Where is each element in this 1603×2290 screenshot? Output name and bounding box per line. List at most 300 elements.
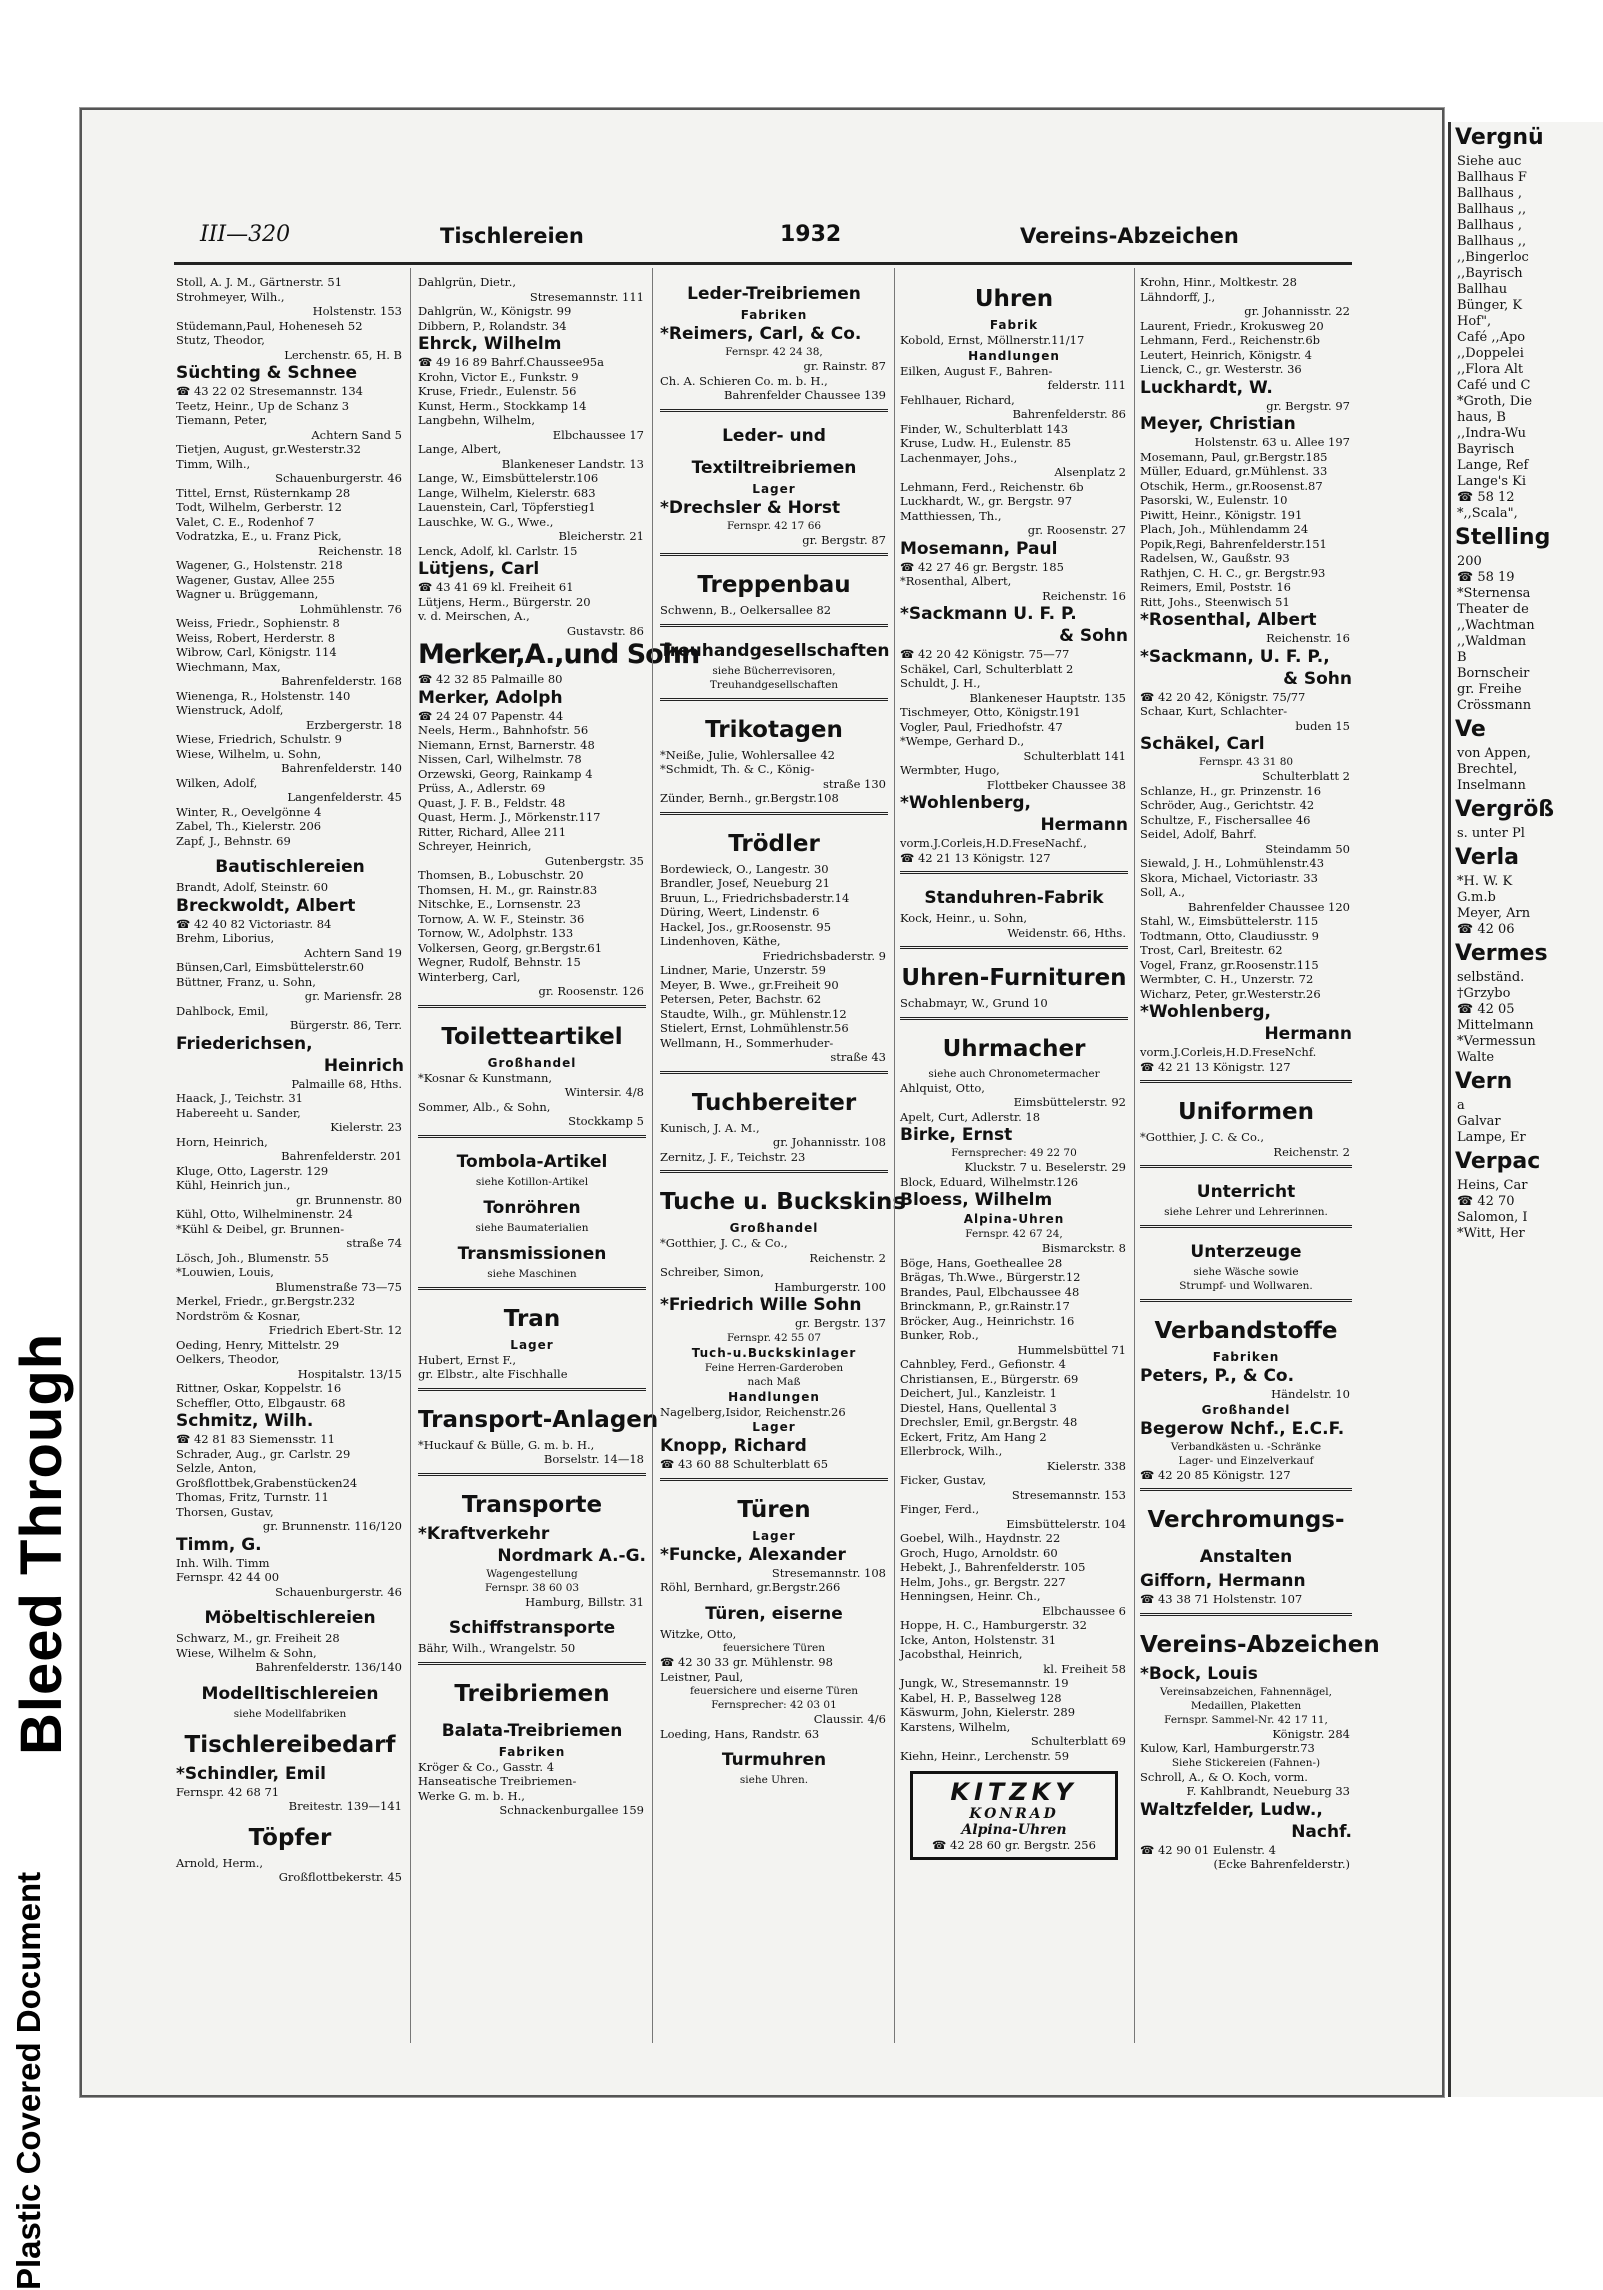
listing-line: Stutz, Theodor, xyxy=(176,333,265,347)
listing-line: Hamburgerstr. 100 xyxy=(774,1279,886,1294)
next-page-line: ,,Indra-Wu xyxy=(1457,426,1526,441)
listing-line: Zabel, Th., Kielerstr. 206 xyxy=(176,819,322,833)
listing-line: gr. Bergstr. 87 xyxy=(802,532,886,547)
section-left-title: Tischlereien xyxy=(440,224,584,248)
listing-line: Reichenstr. 2 xyxy=(1273,1144,1350,1159)
listing-line: Böge, Hans, Goetheallee 28 xyxy=(900,1255,1063,1270)
listing-line: Kulow, Karl, Hamburgerstr.73 xyxy=(1140,1741,1315,1755)
advert-k2: KONRAD xyxy=(969,1806,1059,1822)
listing-line: Kruse, Ludw. H., Eulenstr. 85 xyxy=(900,436,1072,450)
next-page-line: ☎ 58 19 xyxy=(1457,570,1515,585)
category-heading: Leder-Treibriemen xyxy=(687,284,861,304)
column-divider xyxy=(410,268,411,2043)
section-divider xyxy=(1140,1299,1352,1307)
category-heading: Möbeltischlereien xyxy=(204,1608,376,1628)
column-3 xyxy=(660,275,907,2035)
listing-line: Hoppe, H. C., Hamburgerstr. 32 xyxy=(900,1618,1087,1632)
listing-line: Weidenstr. 66, Hths. xyxy=(1007,925,1126,940)
listing-line: Leistner, Paul, xyxy=(660,1669,744,1684)
next-page-line: 200 xyxy=(1457,554,1482,569)
year-label: 1932 xyxy=(780,222,842,247)
next-page-line: Siehe auc xyxy=(1457,154,1522,169)
bleed-through-label: Bleed Through xyxy=(9,1332,74,1755)
category-heading: Tischlereibedarf xyxy=(184,1731,396,1758)
next-page-line: Ballhaus ,, xyxy=(1457,202,1527,217)
listing-line: Händelstr. 10 xyxy=(1271,1387,1350,1401)
listing-line: Vogel, Franz, gr.Roosenstr.115 xyxy=(1140,957,1319,972)
next-page-heading: Verla xyxy=(1455,845,1519,870)
listing-line: Lindner, Marie, Unzerstr. 59 xyxy=(660,963,826,977)
listing-line: Wiese, Friedrich, Schulstr. 9 xyxy=(176,732,342,746)
category-heading: Türen, eiserne xyxy=(705,1603,843,1624)
listing-line: Diestel, Hans, Quellental 3 xyxy=(900,1400,1057,1415)
listing-line: F. Kahlbrandt, Neueburg 33 xyxy=(1186,1784,1350,1798)
next-page-line: gr. Freihe xyxy=(1457,682,1522,697)
next-page-line: Brechtel, xyxy=(1457,762,1518,777)
listing-line: straße 130 xyxy=(823,776,886,791)
listing-line: Brandt, Adolf, Steinstr. 60 xyxy=(176,880,329,894)
section-divider xyxy=(660,1478,888,1486)
listing-line: Nordström & Kosnar, xyxy=(176,1308,301,1323)
listing-line: Wibrow, Carl, Königstr. 114 xyxy=(176,645,337,659)
next-page-line: Café ,,Apo xyxy=(1457,330,1526,345)
section-divider xyxy=(900,871,1128,879)
listing-line: Bähr, Wilh., Wrangelstr. 50 xyxy=(418,1641,576,1655)
listing-note: nach Maß xyxy=(747,1375,801,1388)
listing-line: Schauenburgerstr. 46 xyxy=(275,1584,402,1599)
next-page-line: ,,Doppelei xyxy=(1457,346,1524,361)
listing-line: ☎ 43 60 88 Schulterblatt 65 xyxy=(660,1457,829,1471)
listing-line: Wienenga, R., Holstenstr. 140 xyxy=(176,688,351,703)
section-divider xyxy=(418,1005,646,1013)
advert-k3: Alpina-Uhren xyxy=(961,1822,1067,1838)
listing-line: Gustavstr. 86 xyxy=(566,623,644,638)
listing-line: Bahrenfelderstr. 136/140 xyxy=(255,1660,402,1674)
listing-line: Kiehn, Heinr., Lerchenstr. 59 xyxy=(900,1748,1070,1763)
section-divider xyxy=(1140,1613,1352,1621)
next-page-line: selbständ. xyxy=(1457,970,1525,985)
listing-line: gr. Bergstr. 137 xyxy=(794,1316,886,1330)
listing-line: Trost, Carl, Breitestr. 62 xyxy=(1140,943,1283,957)
next-page-line: Heins, Car xyxy=(1457,1178,1528,1193)
category-heading: Treibriemen xyxy=(454,1680,610,1707)
business-name: *Sackmann U. F. P. xyxy=(900,604,1077,624)
listing-line: Prüss, A., Adlerstr. 69 xyxy=(418,781,546,795)
listing-line: Lauenstein, Carl, Töpferstieg1 xyxy=(418,500,596,514)
category-heading: Uhrmacher xyxy=(942,1035,1086,1062)
listing-line: Eckert, Fritz, Am Hang 2 xyxy=(900,1429,1047,1444)
next-page-line: *H. W. K xyxy=(1457,874,1513,889)
listing-line: gr. Roosenstr. 126 xyxy=(538,984,644,998)
column-divider xyxy=(1134,268,1135,2043)
listing-line: Bahrenfelder Chaussee 139 xyxy=(724,388,886,402)
listing-line: Friedrich Ebert-Str. 12 xyxy=(268,1323,402,1337)
business-name: *Kraftverkehr xyxy=(418,1523,550,1544)
next-page-line: *,,Scala", xyxy=(1457,506,1518,521)
category-heading: Verbandstoffe xyxy=(1154,1318,1338,1344)
listing-line: Ficker, Gustav, xyxy=(900,1473,987,1487)
listing-line: Drechsler, Emil, gr.Bergstr. 48 xyxy=(900,1415,1078,1429)
listing-note: siehe Modellfabriken xyxy=(233,1707,347,1720)
listing-line: Schaar, Kurt, Schlachter- xyxy=(1140,704,1288,718)
listing-line: Bahrenfelderstr. 140 xyxy=(281,761,402,775)
listing-line: Lange, Albert, xyxy=(418,442,502,456)
listing-line: Hummelsbüttel 71 xyxy=(1017,1342,1126,1357)
listing-line: Block, Eduard, Wilhelmstr.126 xyxy=(900,1174,1079,1189)
section-divider xyxy=(1140,1165,1352,1173)
listing-line: Meyer, B. Wwe., gr.Freiheit 90 xyxy=(660,977,839,992)
listing-line: Volkersen, Georg, gr.Bergstr.61 xyxy=(418,940,603,955)
listing-line: Dibbern, P., Rolandstr. 34 xyxy=(418,318,567,333)
section-divider xyxy=(660,812,888,820)
next-page-heading: Stelling xyxy=(1455,525,1551,550)
next-page-line: ☎ 42 05 xyxy=(1457,1002,1515,1017)
category-heading: Modelltischlereien xyxy=(201,1683,379,1704)
section-divider xyxy=(660,624,888,632)
section-divider xyxy=(1140,1080,1352,1088)
listing-line: Inh. Wilh. Timm xyxy=(176,1555,270,1570)
subheading: Lager xyxy=(752,481,796,496)
listing-line: Strohmeyer, Wilh., xyxy=(176,289,285,304)
listing-line: ☎ 42 32 85 Palmaille 80 xyxy=(418,672,563,686)
listing-line: Schulterblatt 69 xyxy=(1030,1734,1126,1748)
business-name: Mosemann, Paul xyxy=(900,538,1058,559)
next-page-heading: Vern xyxy=(1455,1069,1513,1094)
listing-line: Brägas, Th.Wwe., Bürgerstr.12 xyxy=(900,1270,1081,1284)
listing-line: Kobold, Ernst, Möllnerstr.11/17 xyxy=(900,333,1085,347)
listing-line: *Gotthier, J. C., & Co., xyxy=(660,1236,788,1250)
listing-line: Langenfelderstr. 45 xyxy=(287,790,402,804)
listing-line: Fernspr. 42 68 71 xyxy=(176,1784,280,1799)
column-1 xyxy=(176,275,404,2035)
listing-line: Ahlquist, Otto, xyxy=(900,1080,985,1095)
listing-line: ☎ 42 40 82 Victoriastr. 84 xyxy=(176,916,332,931)
listing-line: Schroll, A., & O. Koch, vorm. xyxy=(1140,1769,1308,1784)
listing-line: *Rosenthal, Albert, xyxy=(900,574,1012,588)
listing-note: Fernspr. 42 24 38, xyxy=(725,346,823,358)
next-page-line: *Witt, Her xyxy=(1457,1226,1525,1241)
listing-line: Gutenbergstr. 35 xyxy=(544,853,644,868)
listing-line: Quast, Herm. J., Mörkenstr.117 xyxy=(418,810,601,824)
listing-line: Kluge, Otto, Lagerstr. 129 xyxy=(176,1163,329,1178)
next-page-line: ,,Bayrisch xyxy=(1457,266,1523,281)
listing-line: Stresemannstr. 153 xyxy=(1011,1487,1126,1502)
category-heading: Türen xyxy=(737,1496,811,1523)
category-heading: Vereins-Abzeichen xyxy=(1140,1631,1380,1658)
next-page-line: Ballhau xyxy=(1457,282,1508,297)
next-page-heading: Ve xyxy=(1455,717,1486,742)
listing-line: Elbchaussee 17 xyxy=(552,427,644,442)
listing-line: Bünsen,Carl, Eimsbüttelerstr.60 xyxy=(176,960,364,974)
listing-note: siehe Uhren. xyxy=(739,1774,809,1786)
listing-line: gr. Bergstr. 97 xyxy=(1266,398,1350,413)
listing-line: Wellmann, H., Sommerhuder- xyxy=(660,1035,834,1050)
listing-line: Schabmayr, W., Grund 10 xyxy=(900,996,1048,1010)
section-divider xyxy=(660,1170,888,1178)
listing-line: Kielerstr. 338 xyxy=(1046,1458,1126,1473)
listing-note: Wagengestellung xyxy=(486,1567,578,1580)
listing-line: Stahl, W., Eimsbüttelerstr. 115 xyxy=(1140,914,1319,928)
listing-line: Wermbter, Hugo, xyxy=(900,763,1000,777)
listing-line: Winter, R., Oevelgönne 4 xyxy=(176,804,322,819)
business-name: Ehrck, Wilhelm xyxy=(418,334,562,354)
column-divider xyxy=(894,268,895,2043)
listing-line: Brandler, Josef, Neueburg 21 xyxy=(660,876,830,890)
listing-line: Schuldt, J. H., xyxy=(900,676,981,690)
listing-line: Jungk, W., Stresemannstr. 19 xyxy=(900,1676,1069,1690)
business-name: Breckwoldt, Albert xyxy=(176,895,356,916)
listing-line: Schreyer, Heinrich, xyxy=(418,839,532,853)
listing-line: Wiese, Wilhelm & Sohn, xyxy=(176,1645,317,1660)
listing-line: Schulterblatt 2 xyxy=(1262,769,1350,783)
listing-line: Selzle, Anton, xyxy=(176,1461,257,1475)
business-name: Süchting & Schnee xyxy=(176,363,357,383)
business-name: *Reimers, Carl, & Co. xyxy=(660,324,862,344)
listing-line: Finder, W., Schulterblatt 143 xyxy=(900,421,1069,436)
listing-line: ☎ 24 24 07 Papenstr. 44 xyxy=(418,708,564,723)
listing-line: Großflottbek,Grabenstücken24 xyxy=(176,1475,358,1490)
listing-line: Todtmann, Otto, Claudiusstr. 9 xyxy=(1140,928,1319,943)
listing-line: Stielert, Ernst, Lohmühlenstr.56 xyxy=(660,1021,849,1035)
listing-line: Hamburg, Billstr. 31 xyxy=(525,1594,644,1609)
next-page-line: Mittelmann xyxy=(1457,1018,1534,1033)
business-name: Luckhardt, W. xyxy=(1140,377,1273,398)
listing-line: Wagener, Gustav, Allee 255 xyxy=(176,572,335,587)
listing-line: Radelsen, W., Gaußstr. 93 xyxy=(1140,551,1290,565)
listing-line: Groch, Hugo, Arnoldstr. 60 xyxy=(900,1545,1058,1560)
category-heading: Töpfer xyxy=(248,1824,332,1851)
listing-note: siehe Maschinen xyxy=(487,1267,577,1280)
section-right-title: Vereins-Abzeichen xyxy=(1020,224,1239,248)
listing-line: Teetz, Heinr., Up de Schanz 3 xyxy=(176,398,350,413)
listing-line: Henningsen, Heinr. Ch., xyxy=(900,1589,1041,1603)
listing-line: Lehmann, Ferd., Reichenstr. 6b xyxy=(900,479,1084,494)
page-header xyxy=(120,222,1350,256)
listing-line: Wegner, Rudolf, Behnstr. 15 xyxy=(418,955,581,969)
listing-line: Breitestr. 139—141 xyxy=(288,1799,402,1813)
listing-line: Lienck, C., gr. Westerstr. 36 xyxy=(1140,362,1302,376)
listing-line: Cahnbley, Ferd., Gefionstr. 4 xyxy=(900,1357,1066,1371)
listing-line: Todt, Wilhelm, Gerberstr. 12 xyxy=(176,500,342,514)
listing-line: Leutert, Heinrich, Königstr. 4 xyxy=(1140,347,1312,362)
listing-note: Treuhandgesellschaften xyxy=(709,678,839,691)
section-divider xyxy=(418,1662,646,1670)
plastic-covered-label: Plastic Covered Document xyxy=(10,1871,47,2290)
next-page-line: ,,Wachtman xyxy=(1457,618,1535,633)
category-heading: Leder- und xyxy=(722,425,826,446)
listing-line: Nitschke, E., Lornsenstr. 23 xyxy=(418,897,581,911)
listing-line: Lachenmayer, Johs., xyxy=(900,450,1018,465)
listing-line: Blankeneser Hauptstr. 135 xyxy=(969,690,1126,705)
next-page-line: ☎ 42 06 xyxy=(1457,922,1515,937)
business-name: & Sohn xyxy=(1283,668,1352,689)
listing-line: Bürgerstr. 86, Terr. xyxy=(289,1018,402,1032)
category-heading: Tuchbereiter xyxy=(691,1089,857,1116)
category-heading: Tuche u. Buckskins xyxy=(660,1189,907,1215)
listing-line: Wagener, G., Holstenstr. 218 xyxy=(176,558,343,572)
subheading: Tuch-u.Buckskinlager xyxy=(691,1345,857,1360)
listing-line: Ritter, Richard, Allee 211 xyxy=(418,824,567,839)
business-name: Nachf. xyxy=(1291,1821,1352,1842)
listing-line: Wicharz, Peter, gr.Westerstr.26 xyxy=(1140,986,1321,1001)
listing-line: Kunisch, J. A. M., xyxy=(660,1120,760,1135)
listing-note: siehe auch Chronometermacher xyxy=(928,1067,1100,1080)
listing-line: Jacobsthal, Heinrich, xyxy=(900,1647,1023,1661)
next-page-line: G.m.b xyxy=(1457,890,1496,905)
business-name: Schmitz, Wilh. xyxy=(176,1411,314,1431)
next-page-line: Bünger, K xyxy=(1457,298,1523,313)
category-heading: Uhren-Furnituren xyxy=(901,965,1127,991)
listing-line: Dahlbock, Emil, xyxy=(176,1003,269,1018)
subheading: Fabriken xyxy=(740,308,808,322)
listing-note: Fernspr. Sammel-Nr. 42 17 11, xyxy=(1164,1713,1328,1726)
listing-note: Fernspr. 42 55 07 xyxy=(726,1331,822,1344)
listing-line: Kabel, H. P., Basselweg 128 xyxy=(900,1690,1062,1705)
listing-line: Kock, Heinr., u. Sohn, xyxy=(900,911,1028,925)
listing-line: Bahrenfelderstr. 168 xyxy=(281,674,402,688)
listing-line: Hebekt, J., Bahrenfelderstr. 105 xyxy=(900,1560,1086,1574)
listing-line: Schreiber, Simon, xyxy=(660,1265,764,1279)
listing-line: *Kühl & Deibel, gr. Brunnen- xyxy=(176,1221,345,1236)
listing-line: ☎ 43 38 71 Holstenstr. 107 xyxy=(1140,1592,1303,1606)
listing-line: gr. Brunnenstr. 80 xyxy=(296,1192,402,1207)
next-page-line: Lange's Ki xyxy=(1457,474,1527,489)
listing-line: Witzke, Otto, xyxy=(660,1626,737,1641)
listing-line: Kunst, Herm., Stockkamp 14 xyxy=(418,398,587,413)
listing-line: Schultze, F., Fischersallee 46 xyxy=(1140,812,1311,827)
listing-line: Kielerstr. 23 xyxy=(330,1120,402,1134)
listing-line: Tischmeyer, Otto, Königstr.191 xyxy=(900,705,1081,719)
listing-note: Lager- und Einzelverkauf xyxy=(1178,1454,1314,1467)
listing-line: Hackel, Jos., gr.Roosenstr. 95 xyxy=(660,919,832,934)
business-name: Hermann xyxy=(1264,1024,1352,1044)
subheading: Großhandel xyxy=(1201,1402,1291,1417)
listing-line: Wiechmann, Max, xyxy=(176,659,281,674)
business-name: *Friedrich Wille Sohn xyxy=(660,1295,862,1315)
listing-line: ☎ 42 81 83 Siemensstr. 11 xyxy=(176,1432,335,1446)
next-page-heading: Vergnü xyxy=(1455,125,1544,150)
listing-line: Kröger & Co., Gasstr. 4 xyxy=(418,1759,555,1774)
next-page-line: ☎ 58 12 xyxy=(1457,490,1515,505)
listing-note: siehe Baumaterialien xyxy=(475,1221,589,1234)
listing-line: Seidel, Adolf, Bahrf. xyxy=(1140,827,1257,841)
next-page-line: †Grzybo xyxy=(1457,986,1511,1001)
listing-line: Helm, Johs., gr. Bergstr. 227 xyxy=(900,1574,1066,1589)
listing-line: Fehlhauer, Richard, xyxy=(900,392,1015,407)
listing-line: Kluckstr. 7 u. Beselerstr. 29 xyxy=(964,1160,1126,1174)
business-name: *Schindler, Emil xyxy=(176,1763,327,1784)
listing-note: siehe Kotillon-Artikel xyxy=(475,1175,589,1188)
next-page-line: Crössmann xyxy=(1457,698,1532,713)
listing-line: Schlanze, H., gr. Prinzenstr. 16 xyxy=(1140,783,1322,798)
listing-line: ☎ 42 20 42 Königstr. 75—77 xyxy=(900,647,1070,661)
listing-line: Lehmann, Ferd., Reichenstr.6b xyxy=(1140,333,1321,347)
listing-line: Brinckmann, P., gr.Rainstr.17 xyxy=(900,1299,1070,1313)
listing-line: Timm, Wilh., xyxy=(176,456,251,471)
next-page-line: B xyxy=(1457,650,1467,665)
next-page-heading: Vergröß xyxy=(1455,797,1555,822)
section-divider xyxy=(1140,1488,1352,1496)
subheading: Großhandel xyxy=(729,1221,819,1235)
next-page-line: *Vermessun xyxy=(1457,1034,1536,1049)
business-name: Meyer, Christian xyxy=(1140,414,1296,434)
business-name: Hermann xyxy=(1040,815,1128,835)
listing-line: Bahrenfelder Chaussee 120 xyxy=(1188,899,1350,914)
listing-line: Petersen, Peter, Bachstr. 62 xyxy=(660,992,822,1006)
category-heading: Trödler xyxy=(728,830,820,857)
business-name: Lütjens, Carl xyxy=(418,559,540,579)
listing-line: Tornow, W., Adolphstr. 133 xyxy=(418,926,574,940)
listing-line: Popik,Regi, Bahrenfelderstr.151 xyxy=(1140,536,1327,551)
listing-line: Borselstr. 14—18 xyxy=(543,1452,644,1466)
listing-line: Lütjens, Herm., Bürgerstr. 20 xyxy=(418,594,591,609)
listing-line: Plach, Joh., Mühlendamm 24 xyxy=(1140,522,1309,536)
category-heading: Textiltreibriemen xyxy=(691,457,857,478)
next-page-line: Salomon, I xyxy=(1457,1210,1528,1225)
section-divider xyxy=(1140,1225,1352,1233)
listing-line: Wermbter, C. H., Unzerstr. 72 xyxy=(1140,972,1314,986)
section-divider xyxy=(418,1287,646,1295)
listing-line: Finger, Ferd., xyxy=(900,1502,980,1516)
next-page-line: a xyxy=(1457,1098,1465,1113)
listing-line: *Wempe, Gerhard D., xyxy=(900,734,1025,748)
listing-line: Eimsbüttelerstr. 104 xyxy=(1006,1516,1126,1531)
subheading: Lager xyxy=(752,1528,796,1543)
listing-line: Lange, Wilhelm, Kielerstr. 683 xyxy=(418,485,596,500)
listing-line: Claussir. 4/6 xyxy=(813,1712,886,1726)
category-heading: Bautischlereien xyxy=(215,857,365,877)
next-page-line: Walte xyxy=(1457,1050,1495,1065)
listing-line: Wintersir. 4/8 xyxy=(564,1085,644,1099)
listing-line: Laurent, Friedr., Krokusweg 20 xyxy=(1140,318,1324,333)
next-page-line: von Appen, xyxy=(1457,746,1531,761)
listing-line: Vodratzka, E., u. Franz Pick, xyxy=(176,529,342,543)
listing-line: Zernitz, J. F., Teichstr. 23 xyxy=(660,1149,806,1164)
listing-line: Tietjen, August, gr.Westerstr.32 xyxy=(176,442,361,456)
next-page-line: Inselmann xyxy=(1457,778,1526,793)
listing-line: Büttner, Franz, u. Sohn, xyxy=(176,974,316,989)
listing-line: Vogler, Paul, Friedhofstr. 47 xyxy=(900,719,1063,734)
business-name: *Wohlenberg, xyxy=(900,793,1031,813)
subheading: Handlungen xyxy=(728,1389,820,1404)
listing-line: Tiemann, Peter, xyxy=(176,413,268,427)
listing-line: ☎ 42 21 13 Königstr. 127 xyxy=(1140,1059,1291,1074)
listing-line: Bröcker, Aug., Heinrichstr. 16 xyxy=(900,1313,1075,1328)
listing-note: Vereinsabzeichen, Fahnennägel, xyxy=(1160,1685,1332,1698)
listing-line: Valet, C. E., Rodenhof 7 xyxy=(176,514,315,529)
section-divider xyxy=(900,946,1128,954)
listing-line: Matthiessen, Th., xyxy=(900,508,1002,523)
category-heading: Uniformen xyxy=(1177,1099,1315,1125)
listing-note: Fernspr. 38 60 03 xyxy=(484,1581,580,1594)
listing-line: Holstenstr. 63 u. Allee 197 xyxy=(1194,435,1350,449)
listing-line: Oelkers, Theodor, xyxy=(176,1352,280,1366)
subheading: Fabriken xyxy=(1212,1350,1280,1364)
listing-note: siehe Lehrer und Lehrerinnen. xyxy=(1164,1206,1328,1218)
category-heading: Transporte xyxy=(461,1491,603,1518)
category-heading: Turmuhren xyxy=(721,1750,827,1770)
listing-line: Haack, J., Teichstr. 31 xyxy=(176,1091,303,1105)
listing-line: Hanseatische Treibriemen- xyxy=(418,1774,577,1788)
listing-note: Fernsprecher: 49 22 70 xyxy=(951,1147,1077,1159)
listing-line: Sommer, Alb., & Sohn, xyxy=(418,1099,551,1114)
listing-line: Fernspr. 42 44 00 xyxy=(176,1570,280,1584)
listing-line: Zünder, Bernh., gr.Bergstr.108 xyxy=(660,791,839,805)
listing-line: Winterberg, Carl, xyxy=(418,969,521,984)
listing-line: Staudte, Wilh., gr. Mühlenstr.12 xyxy=(660,1006,847,1021)
listing-line: Wilken, Adolf, xyxy=(176,775,258,790)
listing-line: ☎ 42 20 85 Königstr. 127 xyxy=(1140,1467,1291,1482)
